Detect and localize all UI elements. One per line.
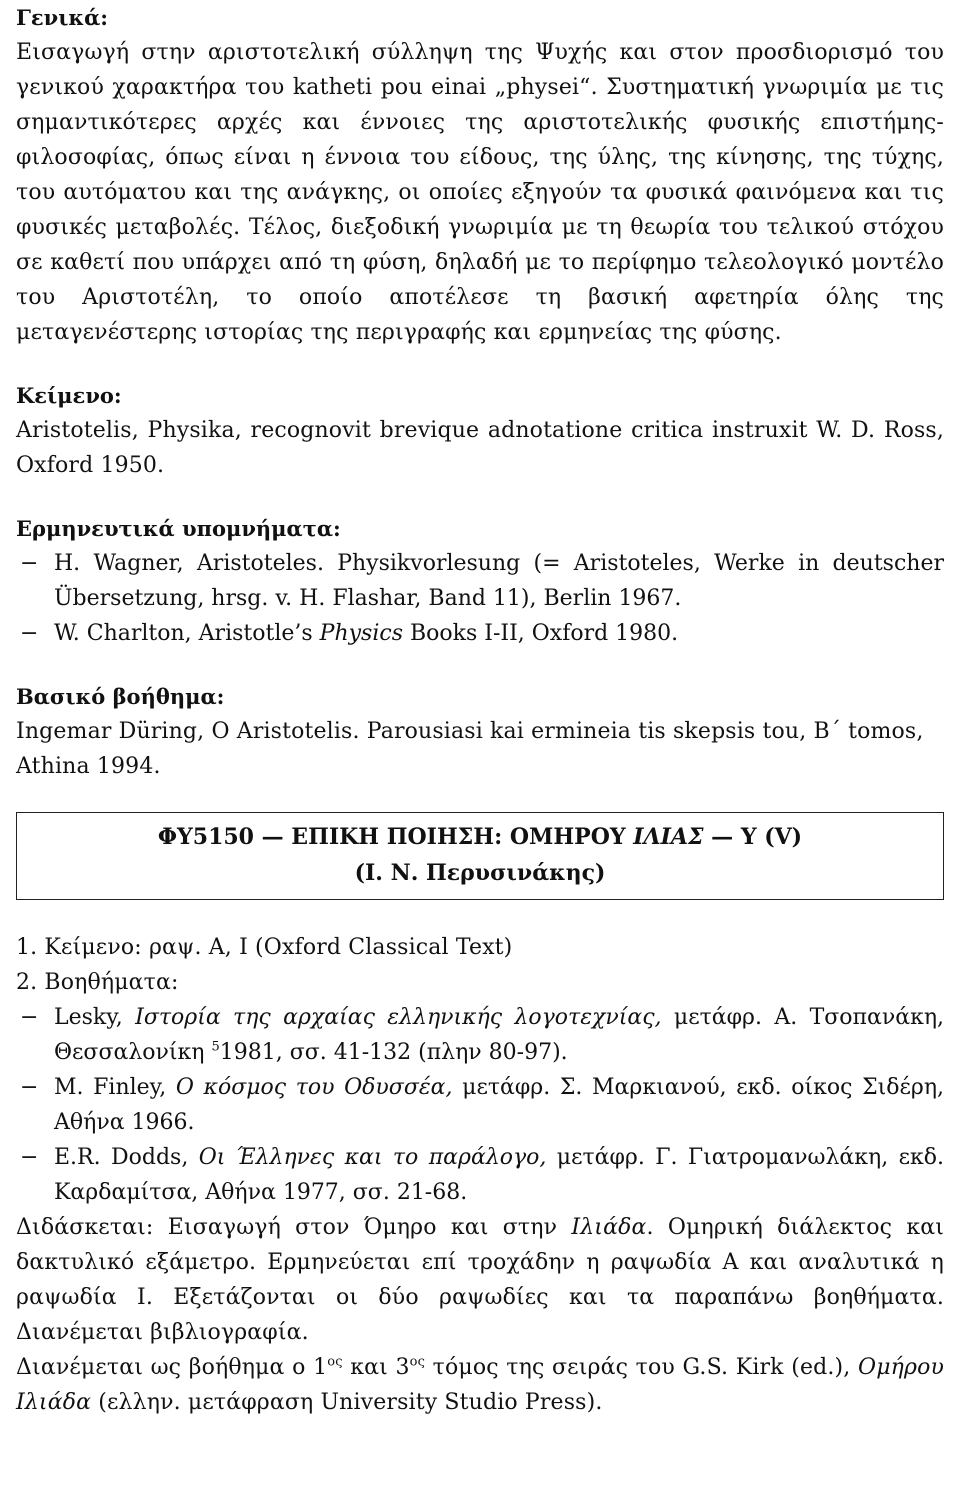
book-title: Physics (319, 621, 403, 646)
general-paragraph: Εισαγωγή στην αριστοτελική σύλληψη της Ψυχής και στον προσδιορισμό του γενικού χαρακτήρα του katheti pou einai „physei“. Συστηματική γνωριμία με τις σημαντικότερες αρχές και έννοιες της αριστοτελικής φυσικής επιστήμης-φιλοσοφίας, όπως είναι η έννοια του είδους, της ύλης, της κίνησης, της τύχης, του αυτόματου και της ανάγκης, οι οποίες εξηγούν τα φυσικά φαινόμενα και τις φυσικές μεταβολές. Τέλος, διεξοδική γνωριμία με τη θεωρία του τελικού στόχου σε καθετί που υπάρχει από τη φύση, δηλαδή με το περίφημο τελεολογικό μοντέλο του Αριστοτέλη, το οποίο αποτέλεσε τη βασική αφετηρία όλης της μεταγενέστερης ιστορίας της περιγραφής και ερμηνείας της φύσης. (16, 40, 944, 345)
aid-item-lesky: − Lesky, Ιστορία της αρχαίας ελληνικής λογοτεχνίας, μετάφρ. Α. Τσοπανάκη, Θεσσαλονίκη $^5$1981, σσ. 41-132 (πλην 80-97). (16, 1000, 944, 1070)
dash-bullet: − (20, 1005, 39, 1030)
course-title: ΦΥ5150 — ΕΠΙΚΗ ΠΟΙΗΣΗ: ΟΜΗΡΟΥ ΙΛΙΑΣ — Υ (V) (157, 824, 803, 850)
course-instructor: (Ι. Ν. Περυσινάκης) (354, 860, 606, 886)
commentary-text: H. Wagner, Aristoteles. Physikvorlesung (= Aristoteles, Werke in deutscher Übersetzung, hrsg. v. H. Flashar, Band 11), Berlin 1967. (54, 551, 944, 611)
item-aids: 2. Βοηθήματα: (16, 970, 179, 995)
document-page (16, 0, 944, 1420)
distribution-paragraph: Διανέμεται ως βοήθημα ο $1^{o\varsigma}$ και $3^{o\varsigma}$ τόμος της σειράς του G.S. Kirk (ed.), Ομήρου Ιλιάδα (ελλην. μετάφραση University Studio Press). (16, 1354, 944, 1415)
book-title: Ο κόσμος του Οδυσσέα, (175, 1075, 453, 1100)
commentary-text: W. Charlton, Aristotle’s Physics Books I-II, Oxford 1980. (54, 621, 679, 646)
general-heading: Γενικά: (16, 5, 109, 30)
book-title: Οι Έλληνες και το παράλογο, (198, 1145, 547, 1170)
commentary-item (16, 546, 944, 616)
book-title: Ιστορία της αρχαίας ελληνικής λογοτεχνίας, (135, 1005, 662, 1030)
commentaries-heading: Ερμηνευτικά υπομνήματα: (16, 516, 341, 541)
item-text: 1. Κείμενο: ραψ. Α, Ι (Oxford Classical Text) (16, 935, 513, 960)
dash-bullet: − (20, 1075, 39, 1100)
commentary-item (16, 616, 944, 651)
dash-bullet: − (20, 1145, 39, 1170)
taught-paragraph: Διδάσκεται: Εισαγωγή στον Όμηρο και στην Ιλιάδα. Ομηρική διάλεκτος και δακτυλικό εξάμετρο. Ερμηνεύεται επί τροχάδην η ραψωδία Α και αναλυτικά η ραψωδία Ι. Εξετάζονται οι δύο ραψωδίες και τα παραπάνω βοηθήματα. Διανέμεται βιβλιογραφία. (16, 1215, 944, 1345)
dash-bullet: − (20, 551, 39, 576)
text-reference: Aristotelis, Physika, recognovit brevique adnotatione critica instruxit W. D. Ross, Oxford 1950. (16, 418, 944, 478)
dash-bullet: − (20, 621, 39, 646)
course-title-box (16, 812, 944, 900)
aid-heading: Βασικό βοήθημα: (16, 684, 225, 709)
aid-item-finley: − M. Finley, Ο κόσμος του Οδυσσέα, μετάφρ. Σ. Μαρκιανού, εκδ. οίκος Σιδέρη, Αθήνα 1966. (16, 1070, 944, 1140)
aid-text: Ingemar Düring, O Aristotelis. Parousiasi kai ermineia tis skepsis tou, B΄ tomos, Athina 1994. (16, 719, 924, 779)
text-heading: Κείμενο: (16, 383, 122, 408)
aid-item-dodds: − E.R. Dodds, Οι Έλληνες και το παράλογο, μετάφρ. Γ. Γιατρομανωλάκη, εκδ. Καρδαμίτσα, Αθήνα 1977, σσ. 21-68. (16, 1140, 944, 1210)
